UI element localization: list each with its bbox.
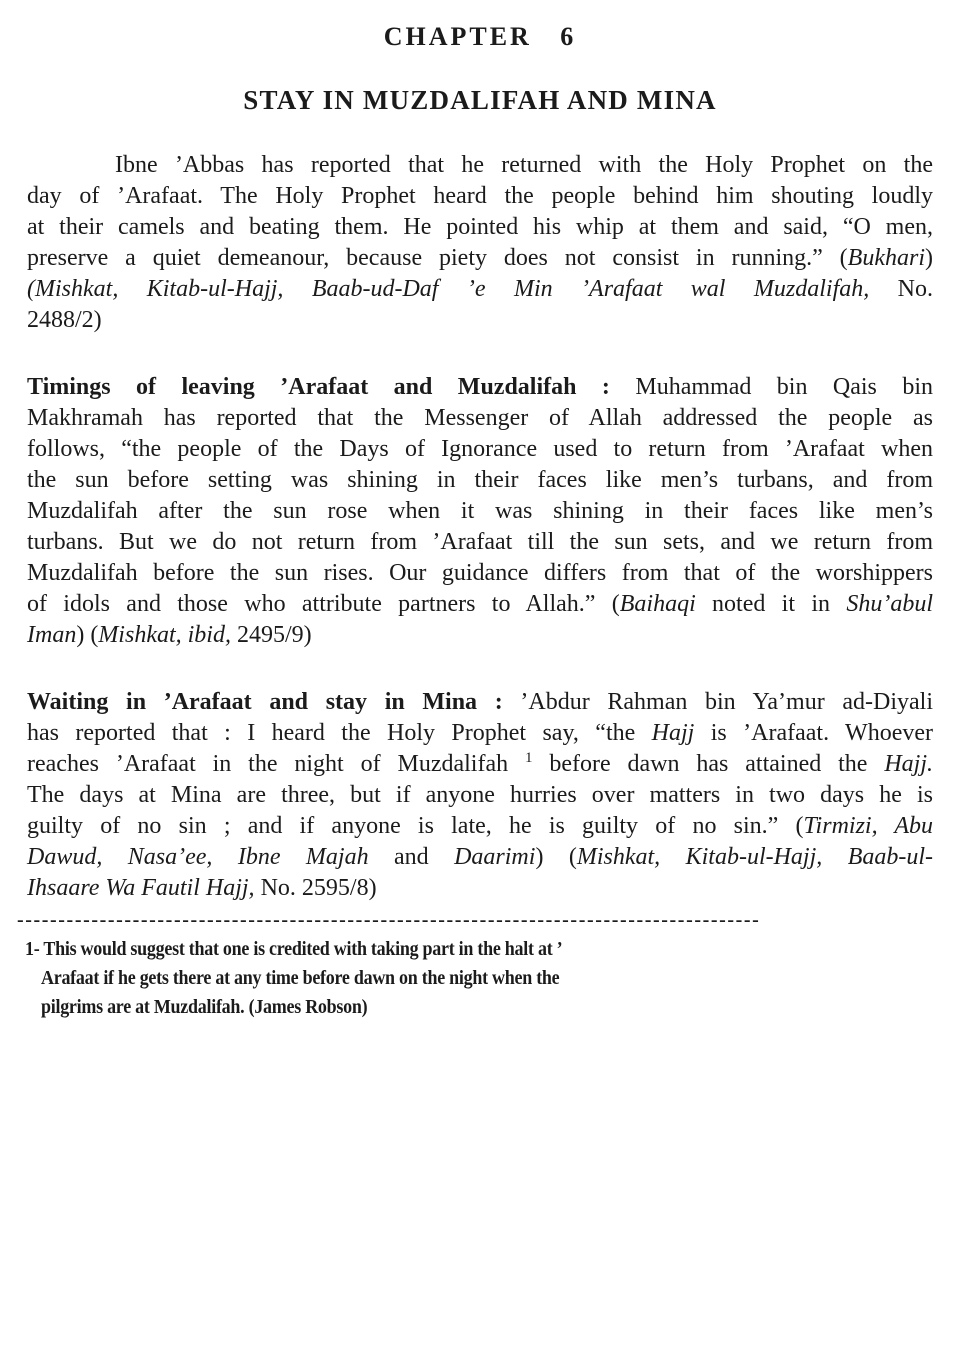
text-run: Hajj. (884, 751, 933, 777)
footnote (17, 910, 807, 1022)
text-run: day of ’Arafaat. The Holy Prophet heard the people behind him shouting loudly (27, 183, 933, 209)
text-run: the sun before setting was shining in their faces like men’s turbans, and from (27, 467, 933, 493)
text-run: ) ( (76, 622, 99, 648)
text-run: Muzdalifah before the sun rises. Our guidance differs from that of the worshippers (27, 560, 933, 586)
text-line (27, 181, 933, 212)
text-run: Mishkat, ibid, (98, 622, 231, 648)
text-run: Baihaqi (619, 591, 696, 617)
text-run: ) ( (535, 844, 577, 870)
text-line (27, 718, 933, 749)
text-run: 1 (524, 750, 533, 766)
text-line (27, 305, 933, 336)
text-run: Makhramah has reported that the Messenger of Allah addressed the people as (27, 405, 933, 431)
text-line (27, 527, 933, 558)
text-line (27, 589, 933, 620)
text-line (27, 749, 933, 780)
text-line (27, 811, 933, 842)
text-line (27, 496, 933, 527)
text-run: Muhammad bin Qais bin (635, 374, 933, 400)
paragraph-timings-of-leaving (27, 372, 933, 651)
text-line (27, 842, 933, 873)
paragraph-opening-hadith (27, 150, 933, 336)
text-run: Timings of leaving ’Arafaat and Muzdalifah : (27, 374, 636, 400)
text-run: and (368, 844, 455, 870)
text-run: No. (869, 276, 933, 302)
text-run: (Mishkat, Kitab-ul-Hajj, Baab-ud-Daf ’e Min ’Arafaat wal Muzdalifah, (27, 276, 870, 302)
text-run: Muzdalifah after the sun rose when it was shining in their faces like men’s (27, 498, 933, 524)
text-run: Dawud, Nasa’ee, Ibne Majah (27, 844, 369, 870)
text-run: guilty of no sin ; and if anyone is late, he is guilty of no sin.” ( (27, 813, 804, 839)
text-line (41, 993, 730, 1022)
chapter-title: CHAPTER 6 (383, 22, 577, 51)
text-run: at their camels and beating them. He pointed his whip at them and said, “O men, (27, 214, 933, 240)
text-line (27, 465, 933, 496)
text-line (41, 964, 730, 993)
text-run: Hajj (651, 720, 695, 746)
section-title: STAY IN MUZDALIFAH AND MINA (243, 85, 717, 115)
text-run: Shu’abul (846, 591, 933, 617)
text-run: has reported that : I heard the Holy Prophet say, “the (27, 720, 652, 746)
text-run: preserve a quiet demeanour, because piety does not consist in running.” ( (27, 245, 848, 271)
text-line (27, 274, 933, 305)
text-run: of idols and those who attribute partners to Allah.” ( (27, 591, 620, 617)
text-run: Iman (27, 622, 77, 648)
text-line (27, 212, 933, 243)
paragraph-waiting-in-arafaat (27, 687, 933, 904)
text-run: No. 2595/8) (254, 875, 377, 901)
text-line (27, 558, 933, 589)
text-run: Ibne ’Abbas has reported that he returned with the Holy Prophet on the (115, 152, 933, 178)
text-run: Arafaat if he gets there at any time before dawn on the night when the (41, 967, 560, 989)
text-run: Waiting in ’Arafaat and stay in Mina : (27, 689, 521, 715)
text-run: Tirmizi, Abu (803, 813, 934, 839)
text-line (27, 873, 933, 904)
text-line (27, 243, 933, 274)
text-line (27, 403, 933, 434)
text-line (27, 372, 933, 403)
text-run: 1- This would suggest that one is credited with taking part in the halt at ’ (25, 938, 563, 960)
body-text (27, 150, 933, 904)
text-line (27, 620, 933, 651)
text-run: turbans. But we do not return from ’Arafaat till the sun sets, and we return from (27, 529, 933, 555)
text-line (27, 150, 933, 181)
text-run: 2495/9) (230, 622, 312, 648)
text-line (27, 780, 933, 811)
text-run: before dawn has attained the (532, 751, 885, 777)
text-run: ) (925, 245, 933, 271)
text-line (27, 434, 933, 465)
text-run: follows, “the people of the Days of Ignorance used to return from ’Arafaat when (27, 436, 933, 462)
text-run: reaches ’Arafaat in the night of Muzdalifah (27, 751, 525, 777)
text-run: Ihsaare Wa Fautil Hajj, (27, 875, 255, 901)
text-run: ’Abdur Rahman bin Ya’mur ad-Diyali (520, 689, 933, 715)
text-run: noted it in (695, 591, 847, 617)
footnote-text (17, 935, 807, 1022)
text-run: Mishkat, Kitab-ul-Hajj, Baab-ul- (576, 844, 934, 870)
text-run: is ’Arafaat. Whoever (694, 720, 933, 746)
text-run: 2488/2) (27, 307, 102, 333)
text-line (25, 935, 729, 964)
text-run: pilgrims are at Muzdalifah. (James Robson) (41, 996, 368, 1018)
text-run: The days at Mina are three, but if anyone hurries over matters in two days he is (27, 782, 933, 808)
text-line (27, 687, 933, 718)
text-run: Bukhari (847, 245, 925, 271)
text-run: Daarimi (454, 844, 536, 870)
footnote-separator: ------------------------------------------------------------------------------------------ (17, 910, 761, 930)
